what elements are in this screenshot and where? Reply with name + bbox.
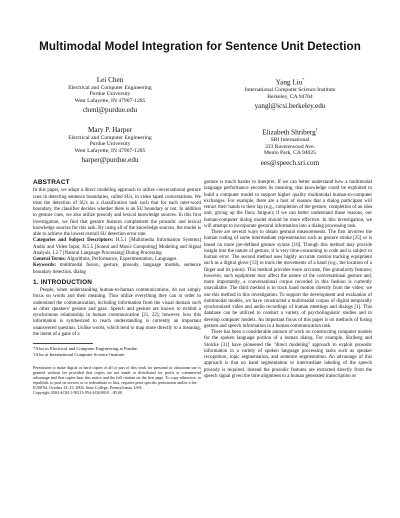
keywords-label: Keywords: bbox=[33, 263, 57, 269]
abstract-text: In this paper, we adopt a direct modeling approach to utilize conversational gesture cues in detecting sentence boundaries, called SUs, in video taped conversations. We treat the detection of SUs as a classification task such that for each inter-word boundary, the classifier decides whether there is an SU boundary or not. In addition to gesture cues, we also utilize prosody and lexical knowledge sources. In this first investigation, we find that gesture features complement the prosodic and lexical knowledge sources for this task. By using all of the knowledge sources, the model is able to achieve the lowest overall SU detection error rate. bbox=[33, 188, 201, 237]
conference-info: ICMI'04, October 13–15, 2004, State College, Pennsylvania, USA. bbox=[33, 384, 143, 390]
copyright-permission: Permission to make digital or hard copies of all or part of this work for personal or classroom use is granted without fee provided that copies are not made or distributed for profit or commercial advantage and that copies bear this notice and the full citation on the first page. To copy otherwise, to republish, to post on servers or to redistribute to lists, requires prior specific permission and/or a fee. bbox=[33, 365, 201, 385]
author-block-4 bbox=[210, 126, 370, 167]
author-affiliation-line: Menlo Park, CA 94025 bbox=[264, 150, 316, 157]
keywords-text: multimodal fusion, gesture, prosody, language models, sentence boundary detection, dialog bbox=[33, 263, 201, 275]
author-block-2 bbox=[210, 76, 370, 111]
introduction-heading: 1. INTRODUCTION bbox=[33, 278, 93, 286]
author-affiliation-line: Electrical and Computer Engineering bbox=[68, 84, 152, 91]
keywords-paragraph bbox=[33, 263, 201, 276]
author-affiliation-line: Purdue University bbox=[89, 91, 131, 98]
author-block-1 bbox=[35, 76, 185, 115]
author-affiliation-line: 333 Ravenswood Ave. bbox=[264, 143, 316, 150]
body-paragraph: There has been a considerable amount of work on constructing computer models for the spoken language portion of a human dialog. For example, Shriberg and Stolcke [31] have pioneered the "direct modeling" approach to exploit prosodic information in a variety of spoken language processing tasks such as speaker recognition, topic segmentation, and sentence segmentation. An advantage of this approach is that no hand segmentation or intermediate labeling of the speech prosody is required. Instead the prosodic features are extracted directly from the speech signal given the time alignment to a human generated transcription or bbox=[204, 330, 372, 379]
author-name: Lei Chen bbox=[96, 76, 124, 84]
footnote-mark: * bbox=[302, 77, 305, 82]
author-affiliation-line: Purdue University bbox=[89, 141, 131, 148]
author-affiliation-line: West Lafayette, IN 47907-1285 bbox=[74, 147, 146, 154]
body-paragraph: gesture is much harder to interpret. If we can better understand how a multimodal language performance encodes its meaning, that knowledge could be exploited to build a computer model to support higher quality multimodal human-to-computer exchanges. For example, there are a host of reasons that a dialog participant will retract their hands to their lap (e.g., completion of the gesture, completion of an idea unit, giving up the floor, fatigue); if we can better understand those reasons, our human-computer dialog model should be more effective. In this investigation, we will attempt to incorporate gestural information into a dialog processing task. bbox=[204, 180, 372, 229]
author-name: Elizabeth Shriberg† bbox=[262, 127, 318, 137]
paper-title: Multimodal Model Integration for Sentence Unit Detection bbox=[39, 40, 361, 53]
author-email: ees@speech.sri.com bbox=[260, 158, 320, 167]
categories-text: H.5.1 [Multimedia Information Systems] Audio and Video Input, H.5.5 [Sound and Music Computing] Modeling and Signal Analysis, I.2.7 [Natural Language Processing] Dialog Processing bbox=[33, 238, 202, 256]
footnote-divider bbox=[33, 343, 93, 344]
author-name: Mary P. Harper bbox=[87, 126, 133, 134]
footnote-mark: † bbox=[315, 127, 318, 132]
introduction-text: People, when understanding human-to-human communications, do not simply focus on words and their meaning. Thus utilize everything they can in order to understand the communication, including information from the visual domain such as other speakers' gesture and gaze. Speech and gesture are known to exhibit a synchronous relationship in human communication [21, 22]; however, how this information is synthesized to reach understanding is currently an important unanswered question. Unlike words, which tend to map more directly to a meaning, the intent of a gane of a bbox=[33, 288, 201, 337]
author-affiliation-line: West Lafayette, IN 47907-1285 bbox=[74, 97, 146, 104]
footnote: *Also in Electrical and Computer Engineering at Purdue. bbox=[33, 346, 139, 351]
author-email: yangl@icsi.berkeley.edu bbox=[254, 102, 326, 111]
author-affiliation-line: Berkeley, CA 94704 bbox=[267, 93, 313, 100]
footnote: †Also at International Computer Science Institute. bbox=[33, 351, 126, 357]
body-paragraph: There are several ways to obtain gestural measurements. The first involves the human coding of some intermediate representation such as gesture stroke [25] or is based on more pre-defined gesture syntax [10]. Though this method may provide insight into the nature of gesture, it is very time-consuming to code and is subject to human error. The second method uses highly accurate motion tracking equipment such as a digital glove [13] to track the movements of a hand (e.g., the location of a finger and its joints). This method provides more accurate, fine granularity features; however, such equipment may affect the nature of the conversational gesture and, more importantly, a conversational corpus recorded in this fashion is currently unavailable. The third method is to track hand motion directly from the video; we use this method in this investigation. To support the development and evaluation of multimodal models, we have constructed a multimodal corpus of digital temporally synchronized video and audio recordings of human meetings and dialogs [1]. This database can be utilized to conduct a variety of psycholinguistic studies and to develop computer models. An important focus of this paper is on methods of fusing gesture and speech information in a human communication task. bbox=[204, 230, 372, 329]
copyright-notice bbox=[33, 366, 201, 395]
categories-label: Categories and Subject Descriptors: bbox=[33, 238, 114, 244]
author-name: Yang Liu* bbox=[275, 77, 305, 87]
author-block-3 bbox=[35, 126, 185, 165]
right-column bbox=[204, 180, 372, 380]
categories-paragraph bbox=[33, 238, 201, 257]
author-affiliation-line: SRI International bbox=[270, 136, 310, 143]
abstract-heading: ABSTRACT bbox=[33, 179, 70, 186]
left-column bbox=[33, 180, 201, 396]
copyright-line: Copyright 2004 ACM 1-58113-954-3/04/0010 ...$5.00. bbox=[33, 389, 124, 395]
author-affiliation-line: Electrical and Computer Engineering bbox=[68, 134, 152, 141]
author-email: harper@purdue.edu bbox=[81, 156, 139, 165]
author-email: chenl@purdue.edu bbox=[82, 106, 138, 115]
author-affiliation-line: International Computer Science Institute bbox=[244, 86, 336, 93]
general-terms-text: Algorithms, Performance, Experimentation, Languages bbox=[67, 257, 177, 262]
general-terms-label: General Terms: bbox=[33, 257, 67, 262]
